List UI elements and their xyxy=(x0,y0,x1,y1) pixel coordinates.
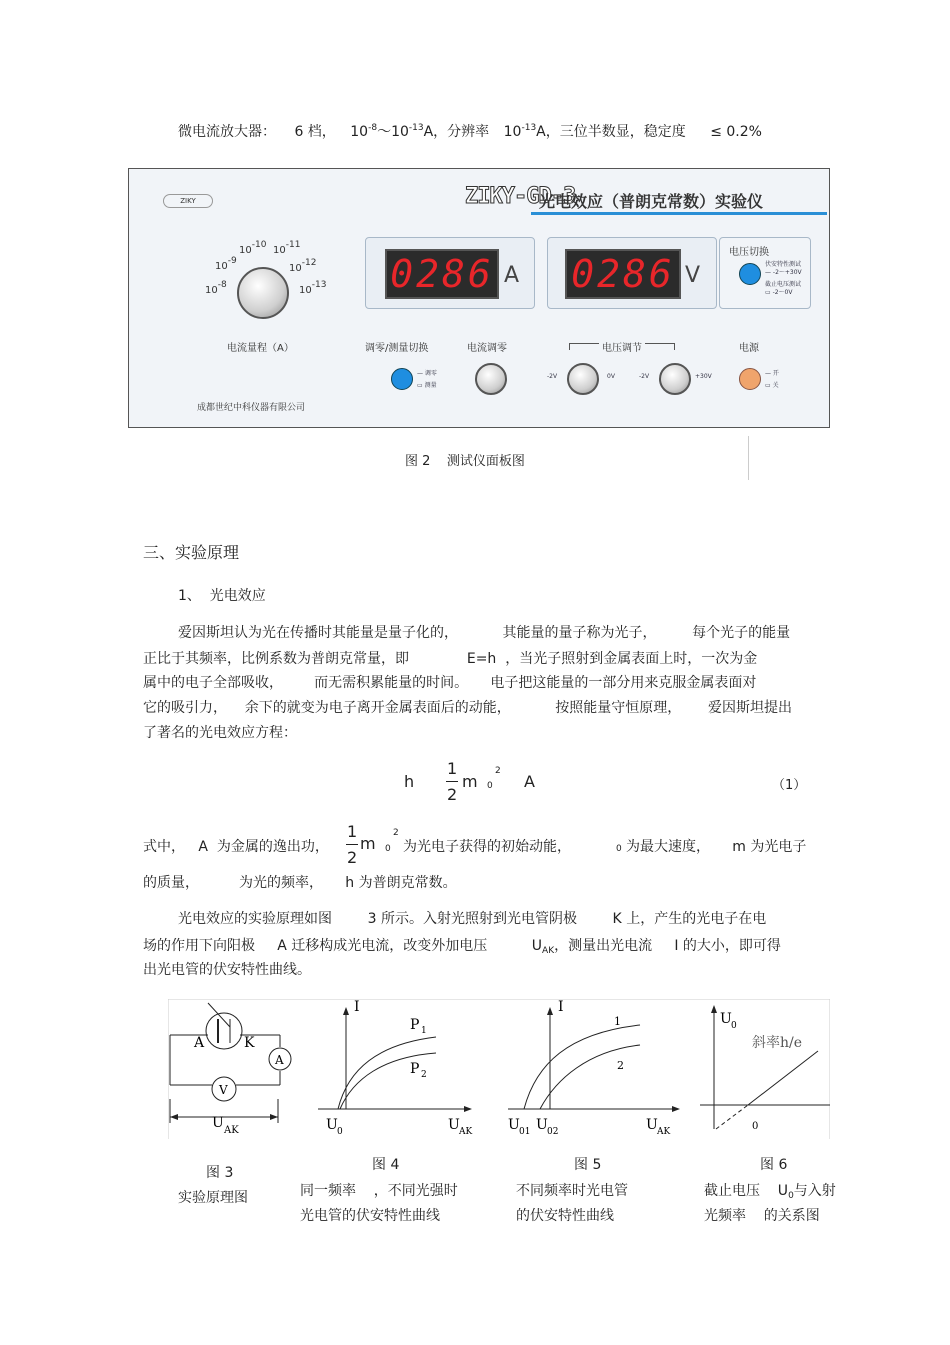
spec-d: ≤ 0.2% xyxy=(710,124,762,140)
model-name: ZIKY-GD-3 xyxy=(465,184,576,209)
figures-strip xyxy=(168,999,830,1139)
where-den: 2 xyxy=(347,848,358,867)
caption-divider xyxy=(748,436,749,480)
where-sup2: 2 xyxy=(393,828,399,838)
spec-line xyxy=(178,121,762,141)
voltage-adjust-label: 电压调节 xyxy=(599,339,645,354)
fig4-UAK-label: U xyxy=(448,1117,460,1133)
fig5-plot xyxy=(508,1007,680,1112)
range-1e-9: 10-9 xyxy=(215,256,237,272)
fig4-P2-label: P xyxy=(410,1061,420,1077)
voltage-coarse-knob[interactable] xyxy=(567,363,599,395)
fig5-I-label: I xyxy=(558,999,564,1015)
voltage-switch-opt1-title: 伏安特性测试 xyxy=(765,261,802,268)
v-right-max: +30V xyxy=(695,373,712,380)
voltage-display: 0286 xyxy=(565,249,681,299)
range-label: 电流量程（A） xyxy=(227,343,294,354)
power-button[interactable] xyxy=(739,368,761,390)
para2-line2: 场的作用下向阳极 A 迁移构成光电流，改变外加电压 $U_{AK}$，测量出光电流 I 的大小，即可得 xyxy=(143,938,781,956)
current-display: 0286 xyxy=(385,249,499,299)
para1-line5: 了著名的光电效应方程： xyxy=(143,725,297,741)
fig2-caption: 图 2 测试仪面板图 xyxy=(405,454,525,469)
fig3-U-sub: AK xyxy=(224,1125,239,1136)
fig5-caption-a: 图 5 xyxy=(574,1157,602,1173)
fig3-ammeter-label: A xyxy=(275,1053,284,1067)
power-on: — 开 xyxy=(765,370,779,377)
where-m: m xyxy=(360,834,376,853)
where-sub0: 0 xyxy=(385,844,391,854)
where-rest2: 为最大速度， m 为光电子 xyxy=(626,839,807,855)
fig6-caption-a: 图 6 xyxy=(760,1157,788,1173)
where-rest: 为光电子获得的初始动能， xyxy=(403,839,571,855)
zero-opt2: ▭ 测量 xyxy=(417,382,437,389)
spec-b-exp1: -8 xyxy=(368,123,378,133)
fig5-U01-sub: 01 xyxy=(519,1127,531,1137)
fig5-curve2-label: 2 xyxy=(617,1059,624,1072)
fig4-caption-c: 光电管的伏安特性曲线 xyxy=(300,1208,440,1224)
fig6-U0-label: U xyxy=(720,1011,732,1027)
power-off: ▭ 关 xyxy=(765,382,779,389)
brand-logo: ZIKY xyxy=(163,194,213,208)
fig3-label-A: A xyxy=(194,1035,205,1051)
fig3-caption-b: 实验原理图 xyxy=(178,1190,248,1206)
instrument-panel xyxy=(128,168,830,428)
where-v0: 0 xyxy=(616,844,622,854)
fig4-U0-label: U xyxy=(326,1117,338,1133)
range-1e-11: 10-11 xyxy=(273,240,301,256)
fig4-curve-p2 xyxy=(340,1053,436,1109)
where-line2: 的质量， 为光的频率， h 为普朗克常数。 xyxy=(143,875,457,891)
fig5-UAK-sub: AK xyxy=(657,1127,671,1137)
para1-line2: 正比于其频率，比例系数为普朗克常量，即 E=h ，当光子照射到金属表面上时，一次为金 xyxy=(143,651,758,667)
fig6-caption-c: 光频率 的关系图 xyxy=(704,1208,820,1224)
voltage-switch-button[interactable] xyxy=(739,263,761,285)
section-title: 三、实验原理 xyxy=(143,543,240,562)
spec-b-base1: 10 xyxy=(350,124,369,140)
para1-line1: 爱因斯坦认为光在传播时其能量是量子化的， 其能量的量子称为光子， 每个光子的能量 xyxy=(178,625,791,641)
fig4-plot xyxy=(318,1007,472,1112)
voltage-switch-opt1: — -2～+30V xyxy=(765,269,802,276)
para2-line1: 光电效应的实验原理如图 3 所示。入射光照射到光电管阴极 K 上，产生的光电子在电 xyxy=(178,911,767,927)
v-left-min: -2V xyxy=(547,373,558,380)
fig4-P1-label: P xyxy=(410,1017,420,1033)
fig3-caption-a: 图 3 xyxy=(206,1165,234,1181)
where-num: 1 xyxy=(347,822,358,841)
voltage-switch-label: 电压切换 xyxy=(729,247,769,258)
spec-b-tail: A，分辨率 xyxy=(423,124,490,140)
fig3-label-K: K xyxy=(244,1035,255,1051)
zero-switch-button[interactable] xyxy=(391,368,413,390)
spec-b-exp2: -13 xyxy=(408,123,424,133)
fig5-U01-label: U xyxy=(508,1117,520,1133)
spec-label: 微电流放大器： xyxy=(178,124,276,140)
maker-name: 成都世纪中科仪器有限公司 xyxy=(197,403,306,413)
phototube-circle xyxy=(206,1013,242,1049)
voltage-switch-opt2: ▭ -2～0V xyxy=(765,289,793,296)
where-start: 式中， A 为金属的逸出功， xyxy=(143,839,329,855)
zero-opt1: — 调零 xyxy=(417,370,437,377)
range-1e-8: 10-8 xyxy=(205,280,227,296)
fig6-extrapolation xyxy=(716,1105,748,1129)
eq-A: A xyxy=(524,772,535,791)
eq-fraction-bar xyxy=(446,781,458,782)
fig6-line xyxy=(748,1051,818,1105)
spec-c-exp: -13 xyxy=(521,123,537,133)
para1-line4: 它的吸引力， 余下的就变为电子离开金属表面后的动能， 按照能量守恒原理， 爱因斯坦提出 xyxy=(143,700,793,716)
sub-title: 1、 光电效应 xyxy=(178,588,266,604)
fig3-U-label: U xyxy=(212,1115,224,1131)
spec-c-tail: A，三位半数显，稳定度 xyxy=(536,124,686,140)
spec-b-mid: ～10 xyxy=(377,124,409,140)
eq-num: 1 xyxy=(447,759,458,778)
range-1e-13: 10-13 xyxy=(299,280,327,296)
zero-switch-label: 调零/测量切换 xyxy=(365,343,429,354)
spec-c-base: 10 xyxy=(503,124,522,140)
figures-svg xyxy=(168,999,830,1139)
fig5-curve1-label: 1 xyxy=(614,1015,621,1028)
fig4-caption-a: 图 4 xyxy=(372,1157,400,1173)
eq-number: （1） xyxy=(772,778,807,793)
voltage-fine-knob[interactable] xyxy=(659,363,691,395)
eq-sub0: 0 xyxy=(487,781,493,791)
fig5-UAK-label: U xyxy=(646,1117,658,1133)
spec-a: 6 档， xyxy=(294,124,336,140)
panel-title: 光电效应（普朗克常数）实验仪 xyxy=(539,192,764,211)
fig4-P1-sub: 1 xyxy=(421,1026,427,1036)
range-1e-12: 10-12 xyxy=(289,258,317,274)
current-unit: A xyxy=(504,263,520,288)
power-label: 电源 xyxy=(739,343,759,354)
fig5-caption-b: 不同频率时光电管 xyxy=(516,1183,628,1199)
eq-h: h xyxy=(404,772,415,791)
range-knob[interactable] xyxy=(237,267,289,319)
fig4-P2-sub: 2 xyxy=(421,1070,427,1080)
para2-line3: 出光电管的伏安特性曲线。 xyxy=(143,962,311,978)
v-left-max: 0V xyxy=(607,373,615,380)
voltage-switch-opt2-title: 截止电压测试 xyxy=(765,281,802,288)
zero-adjust-label: 电流调零 xyxy=(467,343,507,354)
fig3-circuit xyxy=(170,1003,291,1123)
fig3-voltmeter-label: V xyxy=(219,1083,228,1097)
eq-m: m xyxy=(462,772,478,791)
voltage-unit: V xyxy=(685,263,701,288)
fig6-slope-label: 斜率h/e xyxy=(752,1035,803,1051)
para1-line3: 属中的电子全部吸收， 而无需积累能量的时间。 电子把这能量的一部分用来克服金属表面对 xyxy=(143,675,757,691)
fig4-U0-sub: 0 xyxy=(337,1127,343,1137)
v-right-min: -2V xyxy=(639,373,650,380)
fig4-UAK-sub: AK xyxy=(459,1127,473,1137)
fig5-curve-2 xyxy=(540,1045,640,1109)
eq-den: 2 xyxy=(447,785,458,804)
fig5-U02-label: U xyxy=(536,1117,548,1133)
fig5-caption-c: 的伏安特性曲线 xyxy=(516,1208,614,1224)
where-fraction-bar xyxy=(346,844,358,845)
fig5-U02-sub: 02 xyxy=(547,1127,559,1137)
fig6-caption-b: 截止电压 $U_0$与入射 xyxy=(704,1183,836,1201)
fig4-I-label: I xyxy=(354,999,360,1015)
fig6-zero-label: 0 xyxy=(752,1121,759,1132)
title-underline xyxy=(531,212,827,215)
fig6-U0-sub: 0 xyxy=(731,1021,737,1031)
zero-adjust-knob[interactable] xyxy=(475,363,507,395)
fig4-caption-b: 同一频率 ，不同光强时 xyxy=(300,1183,458,1199)
eq-sup2: 2 xyxy=(495,766,501,776)
range-1e-10: 10-10 xyxy=(239,240,267,256)
